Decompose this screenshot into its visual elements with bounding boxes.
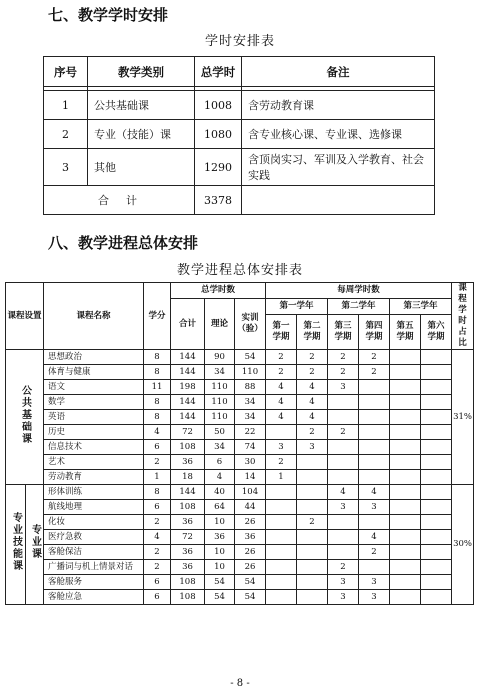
course-theory: 54 (205, 590, 235, 605)
course-practice: 36 (235, 530, 266, 545)
row-note: 含专业核心课、专业课、选修课 (242, 120, 435, 149)
header-term-1: 第一学期 (266, 315, 297, 350)
term-hours (390, 485, 421, 500)
term-hours: 3 (359, 590, 390, 605)
term-hours (390, 470, 421, 485)
course-credit: 2 (144, 560, 171, 575)
row-no: 3 (44, 149, 88, 186)
hours-table (43, 56, 435, 215)
table-row (6, 470, 474, 485)
table-row (6, 560, 474, 575)
term-hours (421, 575, 452, 590)
row-no: 1 (44, 91, 88, 120)
term-hours (297, 545, 328, 560)
course-credit: 6 (144, 440, 171, 455)
table-row (6, 365, 474, 380)
page-number: - 8 - (230, 678, 250, 689)
row-category: 其他 (88, 149, 195, 186)
term-hours (421, 515, 452, 530)
header-no: 序号 (44, 57, 88, 87)
term-hours: 2 (297, 350, 328, 365)
course-theory: 54 (205, 575, 235, 590)
course-credit: 8 (144, 365, 171, 380)
term-hours: 4 (359, 530, 390, 545)
term-hours (359, 515, 390, 530)
course-practice: 88 (235, 380, 266, 395)
course-practice: 54 (235, 590, 266, 605)
group-name: 专业技能课 (10, 512, 22, 572)
group-label (6, 350, 44, 485)
course-total: 18 (171, 470, 205, 485)
term-hours (359, 470, 390, 485)
course-practice: 54 (235, 350, 266, 365)
term-hours (359, 410, 390, 425)
term-hours (328, 530, 359, 545)
course-name: 思想政治 (44, 350, 144, 365)
course-credit: 6 (144, 575, 171, 590)
term-hours (266, 545, 297, 560)
course-practice: 30 (235, 455, 266, 470)
course-credit: 2 (144, 545, 171, 560)
header-note: 备注 (242, 57, 435, 87)
term-hours (266, 500, 297, 515)
total-hours: 3378 (195, 186, 242, 215)
term-hours (421, 485, 452, 500)
row-no: 2 (44, 120, 88, 149)
term-hours (390, 515, 421, 530)
course-theory: 90 (205, 350, 235, 365)
course-name: 历史 (44, 425, 144, 440)
table-row (6, 545, 474, 560)
course-name: 形体训练 (44, 485, 144, 500)
table-row (6, 350, 474, 365)
term-hours (297, 485, 328, 500)
course-practice: 34 (235, 410, 266, 425)
header-setting: 课程设置 (6, 283, 44, 350)
course-theory: 10 (205, 515, 235, 530)
term-hours (328, 395, 359, 410)
subgroup-label (26, 485, 44, 605)
course-practice: 74 (235, 440, 266, 455)
group-label (6, 485, 26, 605)
term-hours: 3 (359, 500, 390, 515)
section-eight-heading: 八、教学进程总体安排 (48, 234, 199, 252)
term-hours (421, 350, 452, 365)
term-hours: 2 (359, 350, 390, 365)
course-theory: 64 (205, 500, 235, 515)
term-hours (390, 500, 421, 515)
term-hours (421, 440, 452, 455)
table-row (44, 91, 435, 120)
course-total: 144 (171, 350, 205, 365)
course-credit: 2 (144, 515, 171, 530)
term-hours (359, 425, 390, 440)
term-hours (266, 515, 297, 530)
row-note: 含劳动教育课 (242, 91, 435, 120)
term-hours (297, 530, 328, 545)
term-hours (390, 575, 421, 590)
term-hours: 4 (328, 485, 359, 500)
term-hours: 2 (297, 425, 328, 440)
course-name: 客舱服务 (44, 575, 144, 590)
table-row (6, 500, 474, 515)
schedule-table (5, 282, 474, 605)
header-weekly-hours: 每周学时数 (266, 283, 452, 299)
term-hours: 2 (266, 365, 297, 380)
table-row (6, 590, 474, 605)
course-theory: 10 (205, 560, 235, 575)
row-hours: 1008 (195, 91, 242, 120)
term-hours (328, 440, 359, 455)
course-total: 36 (171, 455, 205, 470)
course-name: 医疗急救 (44, 530, 144, 545)
header-theory: 理论 (205, 299, 235, 350)
course-theory: 36 (205, 530, 235, 545)
course-theory: 10 (205, 545, 235, 560)
section-seven-heading: 七、教学学时安排 (48, 6, 169, 24)
term-hours: 2 (297, 515, 328, 530)
table-row (6, 440, 474, 455)
row-category: 专业（技能）课 (88, 120, 195, 149)
term-hours (390, 545, 421, 560)
course-practice: 34 (235, 395, 266, 410)
course-total: 198 (171, 380, 205, 395)
course-name: 艺术 (44, 455, 144, 470)
course-name: 体育与健康 (44, 365, 144, 380)
header-year-2: 第二学年 (328, 299, 390, 315)
course-credit: 8 (144, 410, 171, 425)
term-hours (390, 425, 421, 440)
term-hours: 3 (328, 500, 359, 515)
course-theory: 34 (205, 440, 235, 455)
course-practice: 22 (235, 425, 266, 440)
term-hours: 2 (328, 350, 359, 365)
header-total: 合计 (171, 299, 205, 350)
term-hours: 2 (266, 350, 297, 365)
course-credit: 6 (144, 590, 171, 605)
term-hours (297, 455, 328, 470)
course-total: 108 (171, 500, 205, 515)
term-hours (390, 350, 421, 365)
term-hours (390, 440, 421, 455)
course-credit: 8 (144, 350, 171, 365)
term-hours (266, 530, 297, 545)
course-name: 客舱保洁 (44, 545, 144, 560)
term-hours: 4 (297, 395, 328, 410)
course-total: 144 (171, 395, 205, 410)
group-name: 公共基础课 (19, 384, 31, 445)
course-theory: 110 (205, 395, 235, 410)
course-credit: 6 (144, 500, 171, 515)
term-hours (297, 590, 328, 605)
course-total: 108 (171, 575, 205, 590)
term-hours: 4 (266, 380, 297, 395)
term-hours: 3 (266, 440, 297, 455)
term-hours (421, 380, 452, 395)
header-term-6: 第六学期 (421, 315, 452, 350)
course-total: 72 (171, 425, 205, 440)
header-practice: 实训（验） (235, 299, 266, 350)
course-total: 36 (171, 515, 205, 530)
term-hours: 2 (328, 425, 359, 440)
hours-table-header (44, 57, 435, 87)
course-practice: 26 (235, 515, 266, 530)
course-total: 72 (171, 530, 205, 545)
term-hours: 3 (328, 380, 359, 395)
course-theory: 34 (205, 365, 235, 380)
term-hours (390, 590, 421, 605)
term-hours (359, 380, 390, 395)
subgroup-name: 专业课 (29, 524, 41, 560)
header-total-hours: 总学时数 (171, 283, 266, 299)
schedule-header-row-1 (6, 283, 474, 299)
course-ratio: 30% (452, 485, 474, 605)
term-hours: 3 (328, 575, 359, 590)
course-credit: 8 (144, 485, 171, 500)
header-term-3: 第三学期 (328, 315, 359, 350)
table-row (6, 485, 474, 500)
course-theory: 40 (205, 485, 235, 500)
header-total-hours: 总学时 (195, 57, 242, 87)
term-hours (390, 410, 421, 425)
course-theory: 6 (205, 455, 235, 470)
table-row (44, 120, 435, 149)
term-hours (297, 575, 328, 590)
table-row (6, 380, 474, 395)
term-hours (421, 545, 452, 560)
course-practice: 110 (235, 365, 266, 380)
term-hours (328, 470, 359, 485)
term-hours (421, 410, 452, 425)
course-practice: 26 (235, 560, 266, 575)
course-ratio: 31% (452, 350, 474, 485)
term-hours (421, 530, 452, 545)
table-row (6, 425, 474, 440)
course-total: 108 (171, 440, 205, 455)
term-hours: 2 (359, 365, 390, 380)
header-category: 教学类别 (88, 57, 195, 87)
term-hours: 4 (297, 410, 328, 425)
term-hours: 4 (266, 395, 297, 410)
header-year-1: 第一学年 (266, 299, 328, 315)
term-hours (421, 395, 452, 410)
term-hours (328, 515, 359, 530)
term-hours: 3 (328, 590, 359, 605)
term-hours (421, 425, 452, 440)
table-row (6, 455, 474, 470)
term-hours (421, 590, 452, 605)
table-total-row (44, 186, 435, 215)
course-theory: 4 (205, 470, 235, 485)
course-total: 36 (171, 545, 205, 560)
course-name: 客舱应急 (44, 590, 144, 605)
term-hours (390, 560, 421, 575)
term-hours (359, 560, 390, 575)
term-hours: 4 (297, 380, 328, 395)
term-hours (266, 575, 297, 590)
term-hours (266, 425, 297, 440)
term-hours: 1 (266, 470, 297, 485)
term-hours (266, 590, 297, 605)
public-course-rows (6, 350, 474, 485)
term-hours (390, 365, 421, 380)
course-name: 语文 (44, 380, 144, 395)
course-total: 36 (171, 560, 205, 575)
term-hours (359, 455, 390, 470)
term-hours (390, 395, 421, 410)
term-hours (421, 470, 452, 485)
course-practice: 44 (235, 500, 266, 515)
course-name: 化妆 (44, 515, 144, 530)
course-credit: 4 (144, 530, 171, 545)
course-credit: 4 (144, 425, 171, 440)
course-credit: 11 (144, 380, 171, 395)
term-hours (421, 455, 452, 470)
term-hours (421, 365, 452, 380)
term-hours (328, 545, 359, 560)
course-name: 信息技术 (44, 440, 144, 455)
header-course-name: 课程名称 (44, 283, 144, 350)
header-credit: 学分 (144, 283, 171, 350)
term-hours: 2 (266, 455, 297, 470)
term-hours (328, 455, 359, 470)
term-hours (390, 530, 421, 545)
course-total: 144 (171, 365, 205, 380)
schedule-table-caption: 教学进程总体安排表 (176, 263, 303, 278)
course-name: 航线地理 (44, 500, 144, 515)
term-hours: 3 (297, 440, 328, 455)
course-credit: 2 (144, 455, 171, 470)
row-hours: 1080 (195, 120, 242, 149)
course-credit: 8 (144, 395, 171, 410)
table-row (44, 149, 435, 186)
header-ratio: 课程学时占比 (452, 283, 474, 350)
course-total: 108 (171, 590, 205, 605)
header-year-3: 第三学年 (390, 299, 452, 315)
course-practice: 26 (235, 545, 266, 560)
course-total: 144 (171, 410, 205, 425)
term-hours (359, 395, 390, 410)
hours-table-caption: 学时安排表 (204, 34, 275, 49)
term-hours: 2 (328, 560, 359, 575)
term-hours (297, 560, 328, 575)
course-practice: 14 (235, 470, 266, 485)
header-term-5: 第五学期 (390, 315, 421, 350)
course-name: 广播词与机上情景对话 (44, 560, 144, 575)
term-hours: 4 (359, 485, 390, 500)
course-theory: 110 (205, 380, 235, 395)
term-hours (297, 500, 328, 515)
term-hours: 4 (266, 410, 297, 425)
term-hours (390, 380, 421, 395)
term-hours (421, 560, 452, 575)
term-hours: 2 (297, 365, 328, 380)
course-practice: 54 (235, 575, 266, 590)
term-hours: 2 (359, 545, 390, 560)
table-row (6, 410, 474, 425)
row-hours: 1290 (195, 149, 242, 186)
term-hours (390, 455, 421, 470)
term-hours (359, 440, 390, 455)
course-theory: 110 (205, 410, 235, 425)
term-hours (421, 500, 452, 515)
term-hours (266, 485, 297, 500)
row-note: 含顶岗实习、军训及入学教育、社会实践 (242, 149, 435, 186)
table-row (6, 515, 474, 530)
major-course-rows (6, 485, 474, 605)
term-hours (266, 560, 297, 575)
course-total: 144 (171, 485, 205, 500)
header-term-4: 第四学期 (359, 315, 390, 350)
row-category: 公共基础课 (88, 91, 195, 120)
course-name: 数学 (44, 395, 144, 410)
total-label: 合 计 (44, 186, 195, 215)
term-hours (297, 470, 328, 485)
course-practice: 104 (235, 485, 266, 500)
course-name: 英语 (44, 410, 144, 425)
term-hours (328, 410, 359, 425)
course-theory: 50 (205, 425, 235, 440)
course-credit: 1 (144, 470, 171, 485)
table-row (6, 530, 474, 545)
term-hours: 2 (328, 365, 359, 380)
term-hours: 3 (359, 575, 390, 590)
table-row (6, 395, 474, 410)
course-name: 劳动教育 (44, 470, 144, 485)
header-term-2: 第二学期 (297, 315, 328, 350)
table-row (6, 575, 474, 590)
